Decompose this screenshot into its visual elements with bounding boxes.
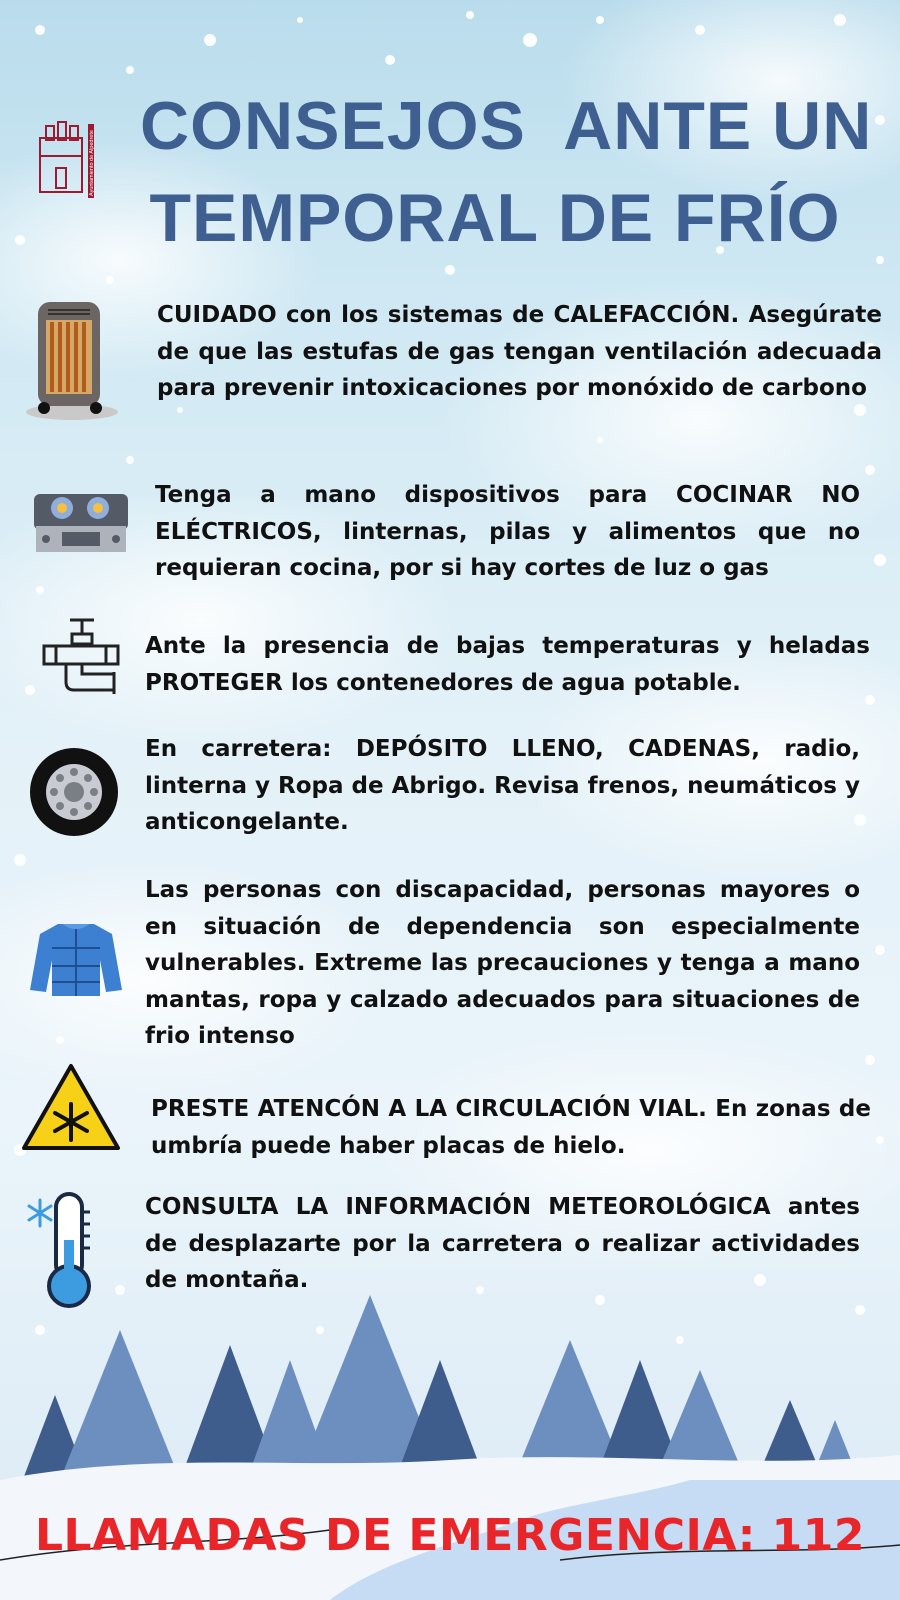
stove-icon	[32, 490, 130, 556]
tip-cooking: Tenga a mano dispositivos para COCINAR NO ELÉCTRICOS, linternas, pilas y alimentos que no requieran cocina, por si hay cortes de luz o gas	[155, 482, 860, 581]
tip-weather: CONSULTA LA INFORMACIÓN METEOROLÓGICA antes de desplazarte por la carretera o realizar actividades de montaña.	[145, 1194, 860, 1293]
tip-water: Ante la presencia de bajas temperaturas y heladas PROTEGER los contenedores de agua potable.	[145, 633, 870, 696]
tip-vulnerable: Las personas con discapacidad, personas mayores o en situación de dependencia son especialmente vulnerables. Extreme las precauciones y tenga a mano mantas, ropa y calzado adecuados para situaciones de frio intenso	[145, 877, 860, 1049]
tip-heating: CUIDADO con los sistemas de CALEFACCIÓN. Asegúrate de que las estufas de gas tengan ventilación adecuada para prevenir intoxicaciones por monóxido de carbono	[157, 302, 882, 401]
title-line-1: CONSEJOS ANTE UN	[140, 88, 873, 164]
tip-road: En carretera: DEPÓSITO LLENO, CADENAS, radio, linterna y Ropa de Abrigo. Revisa frenos, neumáticos y anticongelante.	[145, 736, 860, 835]
thermometer-icon	[24, 1190, 106, 1310]
town-crest-icon	[32, 120, 98, 202]
emergency-number: LLAMADAS DE EMERGENCIA: 112	[34, 1510, 865, 1561]
page-title	[140, 80, 873, 264]
tire-icon	[28, 746, 120, 838]
title-line-2: TEMPORAL DE FRÍO	[149, 180, 841, 256]
tip-traffic: PRESTE ATENCÓN A LA CIRCULACIÓN VIAL. En zonas de umbría puede haber placas de hielo.	[151, 1096, 871, 1159]
heater-icon	[22, 298, 122, 426]
ice-warning-icon	[20, 1062, 122, 1152]
jacket-icon	[28, 920, 124, 998]
logo-caption: Ayuntamiento de Alpedrete	[89, 130, 95, 196]
water-pipe-icon	[42, 616, 122, 704]
